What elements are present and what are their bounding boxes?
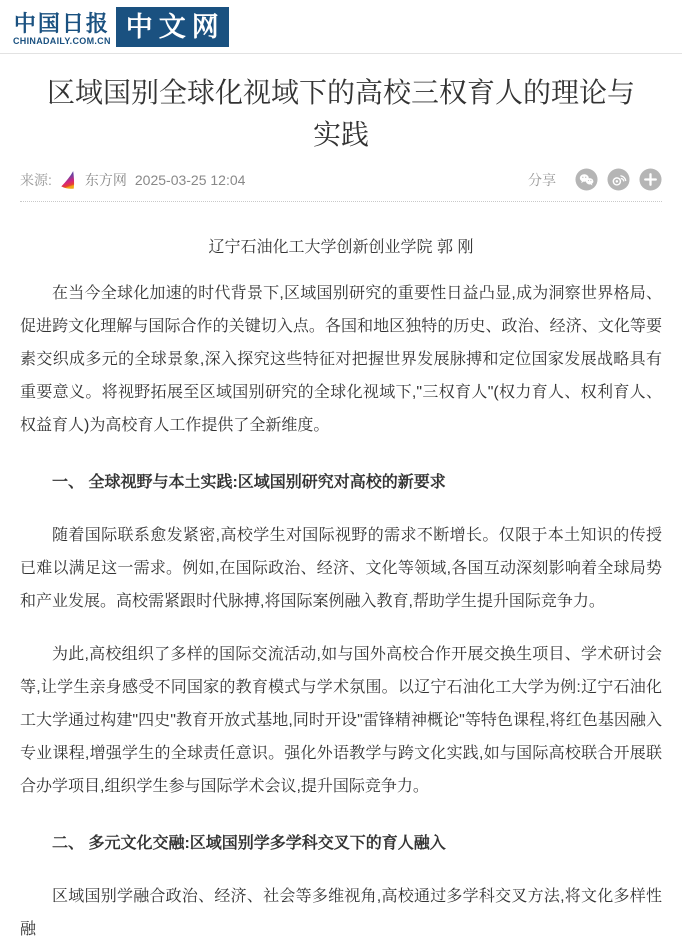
article-body — [20, 277, 662, 946]
share-bar — [528, 168, 662, 191]
source-info — [20, 170, 245, 190]
share-more-icon[interactable] — [639, 168, 662, 191]
chinadaily-logo-domain: CHINADAILY.COM.CN — [13, 35, 111, 46]
chinadaily-logo-chinese: 中国日报 — [13, 10, 110, 36]
chinadaily-logo-site-badge: 中文网 — [116, 7, 229, 47]
chinadaily-logo-wordmark — [13, 12, 111, 47]
share-wechat-icon[interactable] — [575, 168, 598, 191]
article-paragraph-4: 区域国别学融合政治、经济、社会等多维视角,高校通过多学科交叉方法,将文化多样性融 — [20, 888, 662, 938]
article-byline: 辽宁石油化工大学创新创业学院 郭 刚 — [208, 239, 474, 256]
article-paragraph-1: 在当今全球化加速的时代背景下,区域国别研究的重要性日益凸显,成为洞察世界格局、促进跨文化理解与国际合作的关键切入点。各国和地区独特的历史、政治、经济、文化等要素交织成多元的全球景象,深入探究这些特征对把握世界发展脉搏和定位国家发展战略具有重要意义。将视野拓展至区域国别研究的全球化视域下,"三权育人"(权力育人、权利育人、权益育人)为高校育人工作提供了全新维度。 — [20, 285, 662, 434]
article-container — [0, 72, 682, 946]
article-paragraph-2: 随着国际联系愈发紧密,高校学生对国际视野的需求不断增长。仅限于本土知识的传授已难以满足这一需求。例如,在国际政治、经济、文化等领域,各国互动深刻影响着全球局势和产业发展。高校需紧跟时代脉搏,将国际案例融入教育,帮助学生提升国际竞争力。 — [20, 527, 662, 610]
section-heading-2: 二、 多元文化交融:区域国别学多学科交叉下的育人融入 — [52, 835, 446, 852]
dongfangwang-sail-icon — [60, 170, 77, 190]
meta-divider — [20, 201, 662, 202]
publish-time: 2025-03-25 12:04 — [134, 171, 246, 188]
article-meta-row — [20, 168, 662, 201]
section-heading-1: 一、 全球视野与本土实践:区域国别研究对高校的新要求 — [52, 474, 446, 491]
chinadaily-logo[interactable] — [13, 7, 229, 47]
source-label: 来源: — [20, 171, 52, 188]
share-label: 分享 — [528, 171, 556, 188]
share-weibo-icon[interactable] — [607, 168, 630, 191]
page-title: 区域国别全球化视域下的高校三权育人的理论与实践 — [46, 77, 635, 150]
site-header — [0, 0, 682, 54]
article-paragraph-3: 为此,高校组织了多样的国际交流活动,如与国外高校合作开展交换生项目、学术研讨会等,让学生亲身感受不同国家的教育模式与学术氛围。以辽宁石油化工大学为例:辽宁石油化工大学通过构建"四史"教育开放式基地,同时开设"雷锋精神概论"等特色课程,将红色基因融入专业课程,增强学生的全球责任意识。强化外语教学与跨文化实践,如与国际高校联合开展联合办学项目,组织学生参与国际学术会议,提升国际竞争力。 — [20, 646, 662, 795]
source-name: 东方网 — [84, 171, 127, 188]
